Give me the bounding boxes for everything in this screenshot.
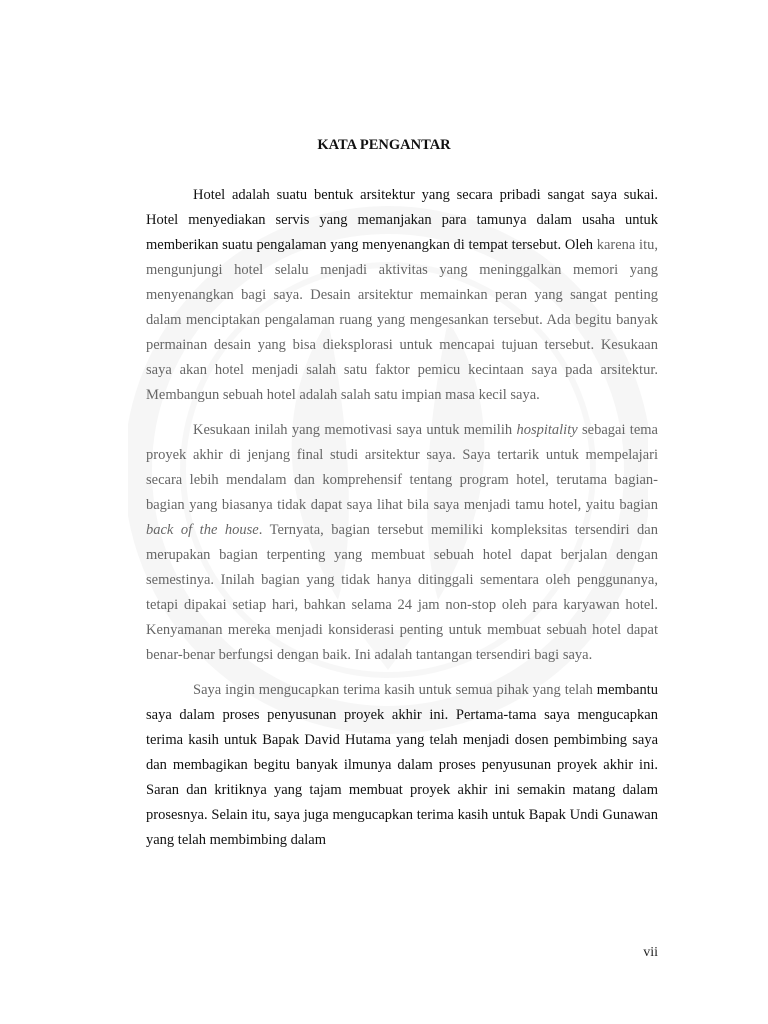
paragraph-3 (146, 678, 658, 853)
page-number: vii (643, 945, 658, 960)
paragraph-2-italic-back-of-house: back of the house (146, 522, 259, 538)
page-title: KATA PENGANTAR (317, 137, 451, 153)
paragraph-2-text-a: Kesukaan inilah yang memotivasi saya untuk memilih (193, 422, 517, 438)
paragraph-2 (146, 418, 658, 668)
paragraph-2-text-c: . Ternyata, bagian tersebut memiliki kompleksitas tersendiri dan merupakan bagian terpenting yang membuat sebuah hotel dapat berjalan dengan semestinya. Inilah bagian yang tidak hanya ditinggali sementara oleh penggunanya, tetapi dipakai setiap hari, bahkan selama 24 jam non-stop oleh para karyawan hotel. Kenyamanan mereka menjadi konsiderasi penting untuk membuat sebuah hotel dapat benar-benar berfungsi dengan baik. Ini adalah tantangan tersendiri bagi saya. (146, 522, 658, 663)
paragraph-2-italic-hospitality: hospitality (516, 422, 578, 438)
paragraph-3-dark-text: membantu saya dalam proses penyusunan proyek akhir ini. Pertama-tama saya mengucapkan terima kasih untuk Bapak David Hutama yang telah menjadi dosen pembimbing saya dan membagikan begitu banyak ilmunya dalam proses penyusunan proyek akhir ini. Saran dan kritiknya yang tajam membuat proyek akhir ini semakin matang dalam prosesnya. Selain itu, saya juga mengucapkan terima kasih untuk Bapak Undi Gunawan yang telah membimbing dalam (146, 682, 658, 848)
paragraph-3-light-text: Saya ingin mengucapkan terima kasih untuk semua pihak yang telah (193, 682, 593, 698)
paragraph-1 (146, 183, 658, 408)
paragraph-1-dark-text: Hotel adalah suatu bentuk arsitektur yang secara pribadi sangat saya sukai. Hotel menyediakan servis yang memanjakan para tamunya dalam usaha untuk memberikan suatu pengalaman yang menyenangkan di tempat tersebut. Oleh (146, 187, 658, 253)
paragraph-1-light-text: karena itu, mengunjungi hotel selalu menjadi aktivitas yang meninggalkan memori yang menyenangkan bagi saya. Desain arsitektur memainkan peran yang sangat penting dalam menciptakan pengalaman ruang yang mengesankan tersebut. Ada begitu banyak permainan desain yang bisa dieksplorasi untuk mencapai tujuan tersebut. Kesukaan saya akan hotel menjadi salah satu faktor pemicu kecintaan saya pada arsitektur. Membangun sebuah hotel adalah salah satu impian masa kecil saya. (146, 237, 658, 403)
paragraph-2-text-b: sebagai tema proyek akhir di jenjang final studi arsitektur saya. Saya tertarik untuk mempelajari secara lebih mendalam dan komprehensif tentang program hotel, terutama bagian-bagian yang biasanya tidak dapat saya lihat bila saya menjadi tamu hotel, yaitu bagian (146, 422, 658, 513)
body-text (146, 183, 658, 863)
